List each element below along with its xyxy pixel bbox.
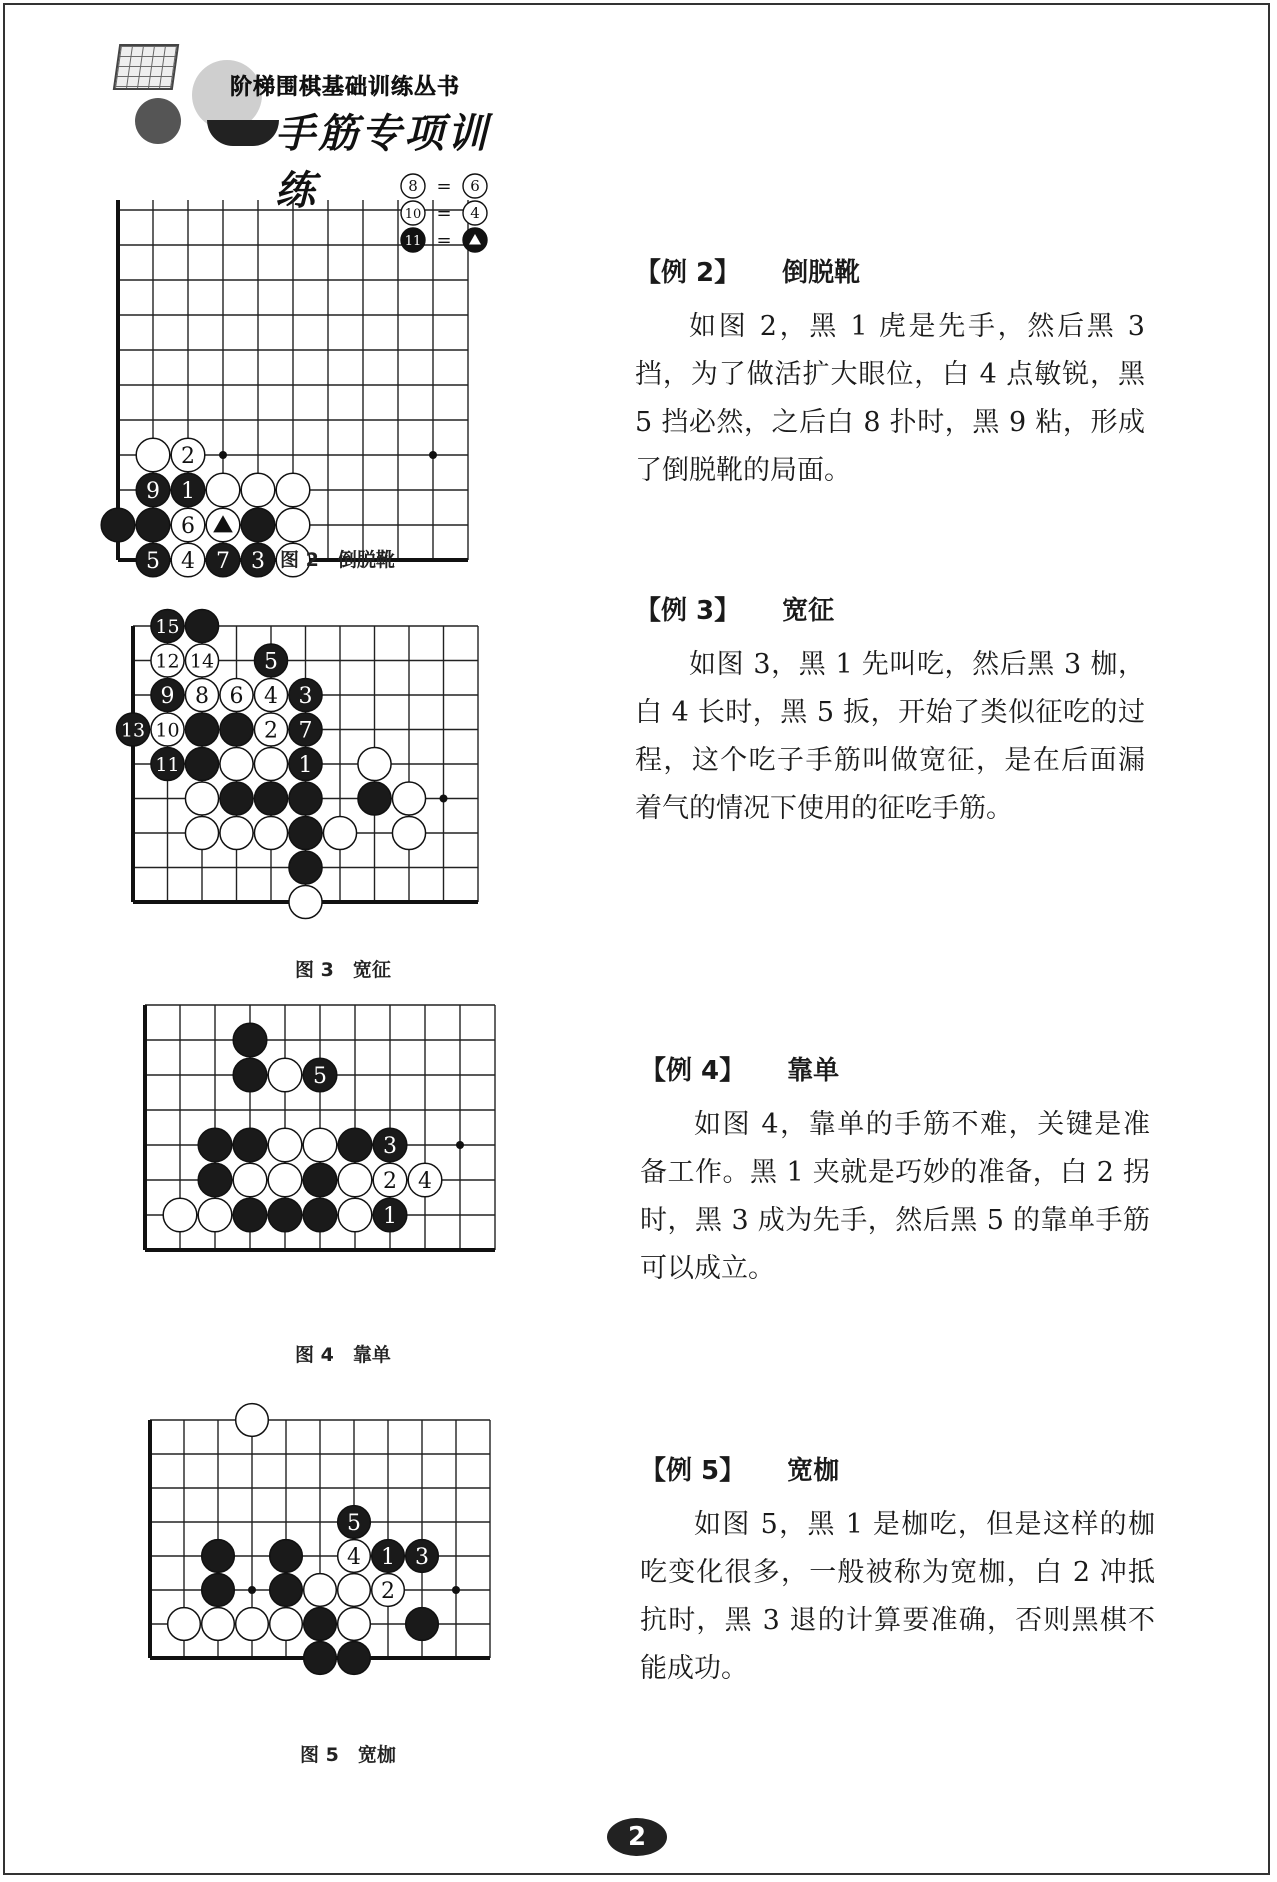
example-label: 【例 2】	[635, 258, 741, 288]
example-4	[640, 1050, 1150, 1293]
white-stone	[136, 438, 170, 472]
stone-move-number: 4	[347, 1545, 361, 1570]
stone-move-number: 9	[160, 684, 175, 709]
black-stone	[198, 1163, 232, 1197]
legend-white-stone	[401, 201, 425, 225]
black-stone	[289, 782, 322, 815]
white-stone	[323, 816, 356, 849]
black-stone	[338, 1642, 371, 1675]
black-stone	[233, 1058, 267, 1092]
stone-move-number: 5	[347, 1511, 361, 1536]
example-3	[635, 590, 1145, 833]
black-stone	[406, 1540, 439, 1573]
black-stone	[220, 713, 253, 746]
black-stone	[303, 1198, 337, 1232]
stone-move-number: 7	[298, 718, 313, 744]
white-stone	[151, 713, 184, 746]
black-stone	[101, 508, 135, 542]
stone-move-number: 3	[383, 1134, 397, 1159]
black-stone	[303, 1058, 337, 1092]
black-stone	[241, 508, 275, 542]
white-stone	[408, 1163, 442, 1197]
example-heading	[640, 1450, 1155, 1487]
white-stone	[254, 713, 287, 746]
stone-move-number: 15	[155, 616, 180, 638]
white-stone	[289, 885, 322, 918]
stone-move-number: 3	[415, 1545, 429, 1570]
example-label: 【例 4】	[640, 1056, 746, 1086]
black-stone	[198, 1128, 232, 1162]
black-stone	[270, 1574, 303, 1607]
stone-move-number: 9	[146, 479, 160, 504]
white-stone	[276, 508, 310, 542]
black-stone	[233, 1023, 267, 1057]
white-stone	[303, 1128, 337, 1162]
star-point	[452, 1586, 460, 1594]
legend-move-number: 11	[404, 234, 422, 249]
white-stone	[220, 747, 253, 780]
white-stone	[392, 816, 425, 849]
white-stone	[372, 1574, 405, 1607]
stone-move-number: 5	[146, 549, 160, 574]
black-stone	[254, 644, 287, 677]
white-stone	[268, 1128, 302, 1162]
white-stone	[171, 438, 205, 472]
black-stone	[270, 1540, 303, 1573]
stone-move-number: 14	[189, 650, 215, 673]
book-title: 手筋专项训练	[275, 111, 490, 214]
stone-move-number: 4	[181, 549, 195, 574]
move-legend	[401, 174, 487, 252]
black-stone	[303, 1163, 337, 1197]
white-stone	[151, 644, 184, 677]
black-stone	[151, 678, 184, 711]
diagram-3	[115, 600, 595, 940]
white-stone	[233, 1163, 267, 1197]
black-stone	[289, 713, 322, 746]
white-stone	[241, 473, 275, 507]
black-stone	[372, 1540, 405, 1573]
example-name: 倒脱靴	[782, 258, 861, 288]
example-body: 如图 4，靠单的手筋不难，关键是准备工作。黑 1 夹就是巧妙的准备，白 2 拐时，黑 3 成为先手，然后黑 5 的靠单手筋可以成立。	[640, 1109, 1150, 1284]
white-stone	[185, 678, 218, 711]
white-stone	[270, 1608, 303, 1641]
stone-move-number: 2	[383, 1169, 397, 1194]
example-heading	[640, 1050, 1150, 1087]
white-stone	[254, 678, 287, 711]
white-stone	[198, 1198, 232, 1232]
white-stone	[171, 543, 205, 577]
black-stone	[268, 1198, 302, 1232]
example-body: 如图 2，黑 1 虎是先手，然后黑 3 挡，为了做活扩大眼位，白 4 点敏锐，黑 5 挡必然，之后白 8 扑时，黑 9 粘，形成了倒脱靴的局面。	[635, 311, 1145, 486]
stone-move-number: 7	[216, 549, 230, 574]
example-body: 如图 5，黑 1 是枷吃，但是这样的枷吃变化很多，一般被称为宽枷，白 2 冲抵抗时，黑 3 退的计算要准确，否则黑棋不能成功。	[640, 1509, 1155, 1684]
white-stone	[338, 1608, 371, 1641]
stone-move-number: 6	[229, 684, 244, 709]
white-stone	[202, 1608, 235, 1641]
legend-move-number: 6	[470, 177, 480, 195]
example-heading	[635, 590, 1145, 627]
legend-white-stone	[463, 174, 487, 198]
stone-move-number: 4	[418, 1169, 432, 1194]
example-name: 宽征	[782, 596, 835, 626]
white-stone	[268, 1058, 302, 1092]
black-stone	[289, 747, 322, 780]
diagram-4	[130, 1005, 590, 1330]
figure-caption-2: 图 2 倒脱靴	[280, 549, 395, 571]
white-stone	[338, 1163, 372, 1197]
black-stone	[289, 678, 322, 711]
example-name: 靠单	[787, 1056, 840, 1086]
white-stone	[171, 508, 205, 542]
stone-bowl-icon	[207, 120, 279, 146]
black-stone	[338, 1128, 372, 1162]
black-stone	[289, 851, 322, 884]
example-label: 【例 3】	[635, 596, 741, 626]
stone-move-number: 10	[155, 719, 180, 742]
white-stone	[392, 782, 425, 815]
stone-move-number: 1	[181, 479, 195, 504]
white-stone	[220, 678, 253, 711]
white-stone	[338, 1574, 371, 1607]
stone-move-number: 2	[181, 444, 195, 469]
black-stone	[406, 1608, 439, 1641]
book-header	[110, 40, 530, 214]
white-stone	[268, 1163, 302, 1197]
white-stone	[185, 782, 218, 815]
stone-move-number: 13	[120, 719, 146, 742]
stone-move-number: 6	[181, 514, 195, 539]
black-stone	[233, 1128, 267, 1162]
stone-move-number: 1	[383, 1204, 397, 1229]
black-stone	[304, 1608, 337, 1641]
white-stone	[220, 816, 253, 849]
figure-caption-3: 图 3 宽征	[295, 959, 391, 981]
black-stone	[254, 782, 287, 815]
legend-black-stone	[401, 228, 425, 252]
stone-move-number: 3	[298, 684, 313, 709]
white-stone	[236, 1404, 269, 1437]
stone-move-number: 1	[298, 753, 313, 778]
mascot-icon	[135, 98, 181, 144]
go-board-logo-icon	[113, 44, 179, 90]
page-number: 2	[607, 1818, 667, 1856]
star-point	[440, 795, 448, 803]
black-stone	[136, 473, 170, 507]
black-stone	[185, 747, 218, 780]
white-stone	[168, 1608, 201, 1641]
go-board-3	[115, 600, 595, 940]
white-stone	[163, 1198, 197, 1232]
stone-move-number: 2	[381, 1579, 395, 1604]
star-point	[456, 1141, 464, 1149]
white-stone	[358, 747, 391, 780]
legend-equals: =	[436, 203, 452, 224]
stone-move-number: 1	[381, 1545, 395, 1570]
black-stone	[289, 816, 322, 849]
legend-equals: =	[436, 230, 452, 251]
legend-equals: =	[436, 176, 452, 197]
star-point	[219, 451, 227, 459]
go-board-4	[130, 1005, 590, 1330]
white-stone	[338, 1198, 372, 1232]
figure-caption-5: 图 5 宽枷	[300, 1744, 396, 1766]
example-label: 【例 5】	[640, 1456, 746, 1486]
black-stone	[151, 747, 184, 780]
legend-move-number: 10	[404, 207, 422, 222]
black-stone	[304, 1642, 337, 1675]
diagram-5	[135, 1400, 595, 1725]
black-stone	[220, 782, 253, 815]
legend-move-number: 4	[470, 204, 480, 222]
legend-white-stone	[463, 201, 487, 225]
stone-move-number: 2	[264, 718, 278, 744]
stone-move-number: 8	[195, 684, 209, 709]
star-point	[248, 1586, 256, 1594]
black-stone	[171, 473, 205, 507]
black-stone	[136, 508, 170, 542]
white-stone	[304, 1574, 337, 1607]
go-board-5	[135, 1400, 595, 1725]
legend-black-stone	[463, 228, 487, 252]
black-stone	[338, 1506, 371, 1539]
black-stone	[373, 1198, 407, 1232]
black-stone	[185, 609, 218, 642]
stone-move-number: 11	[155, 754, 180, 776]
black-stone	[373, 1128, 407, 1162]
legend-white-stone	[401, 174, 425, 198]
figure-caption-4: 图 4 靠单	[295, 1344, 391, 1366]
example-2	[635, 252, 1145, 495]
example-body: 如图 3，黑 1 先叫吃，然后黑 3 枷，白 4 长时，黑 5 扳，开始了类似征吃的过程，这个吃子手筋叫做宽征，是在后面漏着气的情况下使用的征吃手筋。	[635, 649, 1145, 824]
stone-move-number: 5	[264, 649, 278, 675]
black-stone	[116, 713, 149, 746]
example-heading	[635, 252, 1145, 289]
stone-move-number: 12	[155, 650, 180, 673]
star-point	[429, 451, 437, 459]
black-stone	[202, 1540, 235, 1573]
black-stone	[136, 543, 170, 577]
black-stone	[185, 713, 218, 746]
black-stone	[151, 609, 184, 642]
white-stone	[206, 508, 240, 542]
white-stone	[254, 747, 287, 780]
black-stone	[206, 543, 240, 577]
example-name: 宽枷	[787, 1456, 840, 1486]
white-stone	[185, 816, 218, 849]
white-stone	[373, 1163, 407, 1197]
black-stone	[241, 543, 275, 577]
black-stone	[233, 1198, 267, 1232]
stone-move-number: 3	[251, 549, 265, 574]
white-stone	[338, 1540, 371, 1573]
black-stone	[202, 1574, 235, 1607]
white-stone	[254, 816, 287, 849]
white-stone	[276, 473, 310, 507]
white-stone	[236, 1608, 269, 1641]
example-5	[640, 1450, 1155, 1693]
stone-move-number: 5	[313, 1064, 327, 1089]
series-title: 阶梯围棋基础训练丛书	[230, 75, 461, 100]
black-stone	[358, 782, 391, 815]
white-stone	[185, 644, 218, 677]
legend-move-number: 8	[408, 177, 418, 195]
stone-move-number: 4	[264, 684, 278, 709]
white-stone	[206, 473, 240, 507]
